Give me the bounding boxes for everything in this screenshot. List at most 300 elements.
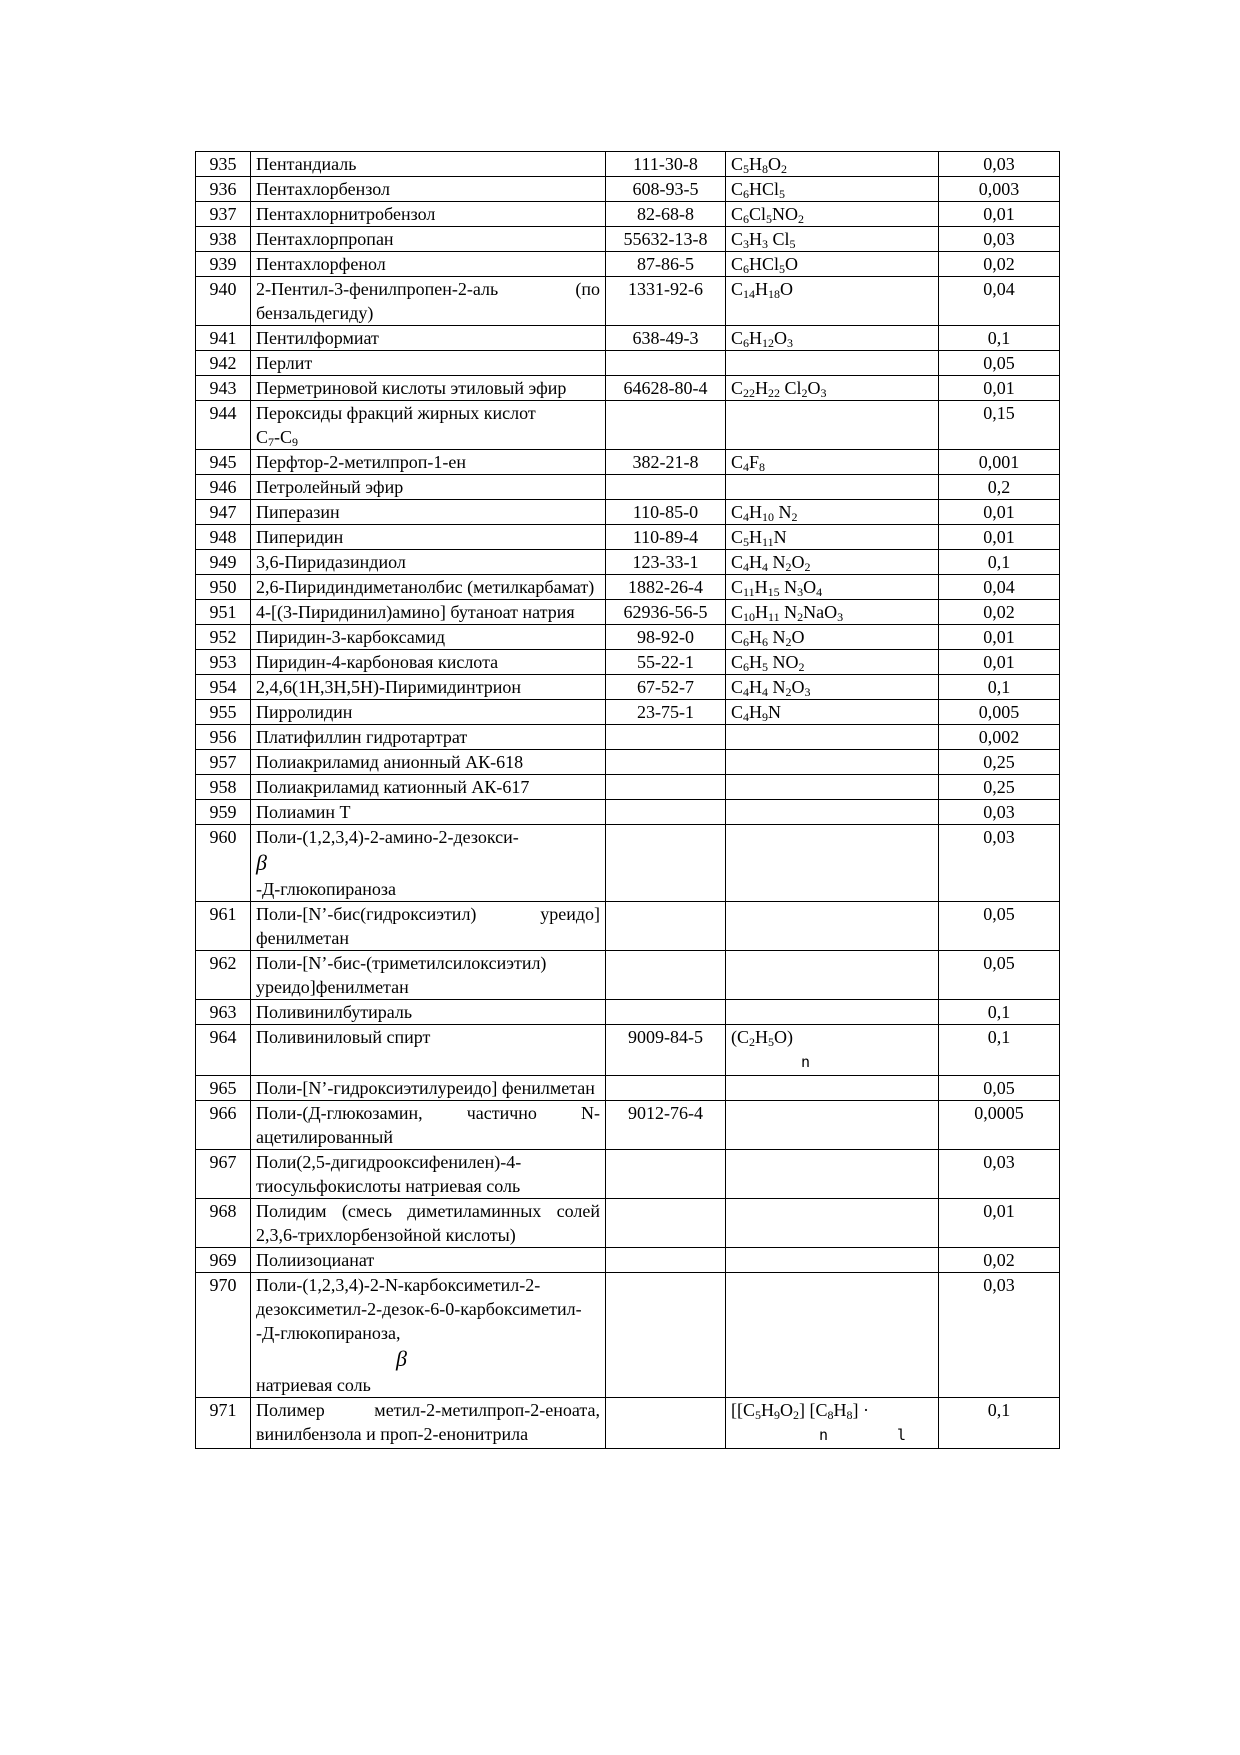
- beta-symbol: β: [396, 1346, 407, 1371]
- formula-element: HCl: [749, 179, 780, 199]
- substance-name-text: Пиперазин: [256, 502, 340, 522]
- concentration-value: 0,03: [939, 152, 1060, 177]
- chemical-formula: [726, 625, 939, 650]
- concentration-value: 0,03: [939, 227, 1060, 252]
- chemical-formula: [726, 550, 939, 575]
- substance-name-text: Платифиллин гидротартрат: [256, 727, 468, 747]
- row-number: 942: [196, 351, 251, 376]
- formula-element: H: [761, 1400, 774, 1420]
- table-row: [196, 951, 1060, 1000]
- formula-subscript: 6: [762, 635, 769, 649]
- table-row: [196, 700, 1060, 725]
- table-row: [196, 725, 1060, 750]
- chemical-formula: [726, 177, 939, 202]
- table-row: [196, 775, 1060, 800]
- substance-name: [251, 500, 606, 525]
- row-number: 968: [196, 1199, 251, 1248]
- cas-number: 87-86-5: [606, 252, 726, 277]
- table-row: [196, 326, 1060, 351]
- formula-subscript: 7: [268, 435, 275, 449]
- concentration-value: 0,1: [939, 326, 1060, 351]
- table-row: [196, 351, 1060, 376]
- formula-element: C: [731, 179, 744, 199]
- substance-name: [251, 1025, 606, 1076]
- formula-element: N: [773, 527, 787, 547]
- formula-element: Cl: [749, 204, 767, 224]
- formula-element: Cl: [768, 229, 790, 249]
- cas-number: [606, 401, 726, 450]
- cas-number: [606, 750, 726, 775]
- row-number: 948: [196, 525, 251, 550]
- formula-element: H: [755, 279, 769, 299]
- formula-subscript: 5: [779, 262, 786, 276]
- formula-element: NO: [768, 652, 799, 672]
- formula-element: C: [731, 279, 744, 299]
- formula-subscript: 4: [816, 585, 823, 599]
- concentration-value: 0,25: [939, 750, 1060, 775]
- concentration-value: 0,003: [939, 177, 1060, 202]
- table-row: [196, 902, 1060, 951]
- table-row: [196, 625, 1060, 650]
- row-number: 966: [196, 1101, 251, 1150]
- row-number: 949: [196, 550, 251, 575]
- substance-name: [251, 1398, 606, 1449]
- formula-subscript: 9: [762, 710, 769, 724]
- formula-element: N: [774, 502, 792, 522]
- chemical-formula: [726, 252, 939, 277]
- formula-subscript: 2: [804, 560, 811, 574]
- formula-subscript: 2: [749, 1035, 755, 1049]
- cas-number: [606, 1248, 726, 1273]
- chemical-formula: [726, 951, 939, 1000]
- formula-element: H: [749, 677, 763, 697]
- cas-number: 638-49-3: [606, 326, 726, 351]
- cas-number: 64628-80-4: [606, 376, 726, 401]
- concentration-value: 0,02: [939, 252, 1060, 277]
- formula-element: C: [731, 452, 744, 472]
- substance-name-text: 2-Пентил-3-фенилпропен-2-аль (по бензальдегиду): [256, 279, 600, 323]
- formula-subscript: 2: [797, 610, 804, 624]
- row-number: 950: [196, 575, 251, 600]
- cas-number: [606, 1000, 726, 1025]
- chemical-formula: [726, 450, 939, 475]
- chemical-formula: [726, 1248, 939, 1273]
- substance-name: [251, 1101, 606, 1150]
- formula-subscript: 4: [743, 710, 750, 724]
- chemical-formula: [726, 700, 939, 725]
- formula-subscript: 5: [743, 535, 750, 549]
- cas-number: [606, 800, 726, 825]
- formula-element: C: [256, 427, 269, 447]
- concentration-value: 0,05: [939, 351, 1060, 376]
- substance-name: [251, 177, 606, 202]
- concentration-value: 0,1: [939, 1000, 1060, 1025]
- formula-subscript: 8: [759, 460, 766, 474]
- chemical-formula: [726, 525, 939, 550]
- formula-subscript: 4: [762, 685, 769, 699]
- substance-name: [251, 1150, 606, 1199]
- formula-subscript: 6: [743, 187, 750, 201]
- cas-number: 82-68-8: [606, 202, 726, 227]
- concentration-value: 0,04: [939, 277, 1060, 326]
- substance-name-text: Пиридин-3-карбоксамид: [256, 627, 445, 647]
- row-number: 959: [196, 800, 251, 825]
- substance-name: [251, 825, 606, 902]
- formula-element: C: [731, 328, 744, 348]
- cas-number: 9009-84-5: [606, 1025, 726, 1076]
- table-row: [196, 1101, 1060, 1150]
- concentration-value: 0,03: [939, 800, 1060, 825]
- row-number: 971: [196, 1398, 251, 1449]
- substance-name: [251, 550, 606, 575]
- formula-subscript: 2: [781, 162, 788, 176]
- concentration-value: 0,1: [939, 1398, 1060, 1449]
- row-number: 943: [196, 376, 251, 401]
- formula-subscript: 3: [820, 386, 827, 400]
- formula-element: O: [791, 552, 805, 572]
- table-row: [196, 1150, 1060, 1199]
- formula-subscript: 11: [762, 535, 774, 549]
- substance-name-text: Пентахлорпропан: [256, 229, 394, 249]
- table-row: [196, 675, 1060, 700]
- concentration-value: 0,2: [939, 475, 1060, 500]
- formula-element: O: [768, 154, 782, 174]
- formula-element: C: [731, 652, 744, 672]
- formula-element: ] ·: [852, 1400, 869, 1420]
- table-row: [196, 1273, 1060, 1398]
- chemical-formula: [726, 1076, 939, 1101]
- formula-element: H: [749, 154, 763, 174]
- formula-element: O: [807, 378, 821, 398]
- row-number: 954: [196, 675, 251, 700]
- concentration-value: 0,01: [939, 500, 1060, 525]
- formula-subscript: 14: [743, 287, 756, 301]
- chemical-formula: [726, 277, 939, 326]
- cas-number: [606, 475, 726, 500]
- substance-name-text: 2,6-Пиридиндиметанолбис (метилкарбамат): [256, 577, 595, 597]
- formula-subscript: 6: [743, 262, 750, 276]
- substance-name-text: Пиридин-4-карбоновая кислота: [256, 652, 499, 672]
- table-row: [196, 600, 1060, 625]
- formula-subscript: 2: [785, 560, 792, 574]
- cas-number: [606, 1150, 726, 1199]
- cas-number: 1882-26-4: [606, 575, 726, 600]
- cas-number: 23-75-1: [606, 700, 726, 725]
- formula-element: C: [731, 204, 744, 224]
- formula-element: C: [731, 154, 744, 174]
- substance-name-text: Пентахлорнитробензол: [256, 204, 436, 224]
- substance-name-tail: натриевая соль: [256, 1375, 371, 1395]
- chemical-formula: [726, 1150, 939, 1199]
- beta-symbol: β: [256, 850, 267, 875]
- formula-subscript: 6: [743, 212, 750, 226]
- table-row: [196, 1025, 1060, 1076]
- formula-subscript: 4: [743, 510, 750, 524]
- substance-name-text: Пероксиды фракций жирных кислот: [256, 403, 536, 423]
- formula-element: C: [731, 602, 744, 622]
- table-row: [196, 800, 1060, 825]
- formula-subscript: 6: [743, 336, 750, 350]
- cas-number: 110-85-0: [606, 500, 726, 525]
- concentration-value: 0,005: [939, 700, 1060, 725]
- formula-element: O: [803, 577, 817, 597]
- formula-element: H: [833, 1400, 847, 1420]
- cas-number: [606, 351, 726, 376]
- cas-number: [606, 1398, 726, 1449]
- concentration-value: 0,002: [939, 725, 1060, 750]
- substance-name: [251, 277, 606, 326]
- chemical-formula: [726, 227, 939, 252]
- substance-name: [251, 800, 606, 825]
- concentration-value: 0,01: [939, 525, 1060, 550]
- formula-element: H: [749, 229, 763, 249]
- table-row: [196, 1000, 1060, 1025]
- formula-subscript: 8: [827, 1408, 834, 1422]
- formula-subscript: 12: [762, 336, 775, 350]
- row-number: 970: [196, 1273, 251, 1398]
- formula-element: H: [749, 552, 763, 572]
- formula-subscript: 6: [743, 660, 750, 674]
- row-number: 952: [196, 625, 251, 650]
- row-number: 939: [196, 252, 251, 277]
- concentration-value: 0,02: [939, 600, 1060, 625]
- substance-name-tail: -Д-глюкопираноза: [256, 879, 396, 899]
- row-number: 941: [196, 326, 251, 351]
- substance-name-text: Поливинилбутираль: [256, 1002, 413, 1022]
- formula-subscript: 2: [785, 635, 792, 649]
- chemical-formula: [726, 1000, 939, 1025]
- substance-name: [251, 600, 606, 625]
- formula-element: C: [731, 527, 744, 547]
- chemical-formula: [726, 1199, 939, 1248]
- chemical-formula: [726, 326, 939, 351]
- substance-name: [251, 326, 606, 351]
- cas-number: 111-30-8: [606, 152, 726, 177]
- formula-subscript: 2: [791, 510, 798, 524]
- table-body: [196, 152, 1060, 1449]
- formula-element: C: [731, 254, 744, 274]
- substance-name-text: Полимер метил-2-метилпроп-2-еноата, винилбензола и проп-2-енонитрила: [256, 1400, 600, 1444]
- cas-number: 98-92-0: [606, 625, 726, 650]
- substance-name: [251, 725, 606, 750]
- formula-element: H: [755, 1027, 768, 1047]
- substance-name: [251, 1199, 606, 1248]
- substance-name-text: Поли-[N’-гидроксиэтилуреидо] фенилметан: [256, 1078, 595, 1098]
- formula-subscript: 2: [793, 1408, 799, 1422]
- table-row: [196, 575, 1060, 600]
- cas-number: 382-21-8: [606, 450, 726, 475]
- formula-element: C: [731, 577, 744, 597]
- row-number: 945: [196, 450, 251, 475]
- cas-number: 55632-13-8: [606, 227, 726, 252]
- chemical-formula: [726, 775, 939, 800]
- cas-number: [606, 1273, 726, 1398]
- substance-name: [251, 202, 606, 227]
- formula-subscript: 2: [798, 212, 805, 226]
- formula-element: N: [768, 702, 782, 722]
- concentration-value: 0,03: [939, 825, 1060, 902]
- cas-number: [606, 825, 726, 902]
- substance-name: [251, 700, 606, 725]
- concentration-value: 0,1: [939, 550, 1060, 575]
- formula-element: C: [731, 378, 744, 398]
- substance-name-text: Перлит: [256, 353, 313, 373]
- row-number: 940: [196, 277, 251, 326]
- formula-subscript: 4: [743, 685, 750, 699]
- row-number: 967: [196, 1150, 251, 1199]
- table-row: [196, 525, 1060, 550]
- row-number: 965: [196, 1076, 251, 1101]
- row-number: 937: [196, 202, 251, 227]
- substance-name-text: Перметриновой кислоты этиловый эфир: [256, 378, 567, 398]
- substance-name: [251, 1273, 606, 1398]
- row-number: 938: [196, 227, 251, 252]
- formula-element: C: [731, 627, 744, 647]
- table-row: [196, 475, 1060, 500]
- cas-number: [606, 951, 726, 1000]
- formula-element: O: [791, 627, 805, 647]
- substance-name-text: Полиакриламид катионный АК-617: [256, 777, 530, 797]
- substance-name-text: 3,6-Пиридазиндиол: [256, 552, 406, 572]
- formula-element: C: [731, 702, 744, 722]
- substance-name: [251, 575, 606, 600]
- formula-subscript: 5: [779, 187, 786, 201]
- formula-element: F: [749, 452, 760, 472]
- formula-subscript: 9: [292, 435, 299, 449]
- chemical-formula: [726, 500, 939, 525]
- substance-name-text: Петролейный эфир: [256, 477, 404, 497]
- concentration-value: 0,03: [939, 1150, 1060, 1199]
- chemical-formula: [726, 152, 939, 177]
- row-number: 946: [196, 475, 251, 500]
- formula-element: H: [749, 702, 763, 722]
- formula-element: HCl: [749, 254, 780, 274]
- table-row: [196, 500, 1060, 525]
- row-number: 956: [196, 725, 251, 750]
- substance-name-text: 2,4,6(1Н,3Н,5Н)-Пиримидинтрион: [256, 677, 522, 697]
- substances-table: [195, 151, 1060, 1449]
- substance-name: [251, 376, 606, 401]
- formula-element: N: [768, 627, 786, 647]
- table-row: [196, 177, 1060, 202]
- row-number: 962: [196, 951, 251, 1000]
- chemical-formula: [726, 800, 939, 825]
- substance-name-text: Поли-(1,2,3,4)-2-амино-2-дезокси-: [256, 827, 519, 847]
- cas-number: [606, 1076, 726, 1101]
- cas-number: 608-93-5: [606, 177, 726, 202]
- formula-element: N: [779, 602, 798, 622]
- formula-subscript: 10: [743, 610, 756, 624]
- formula-subscript: 8: [762, 162, 769, 176]
- chemical-formula: [726, 675, 939, 700]
- chemical-formula: [726, 575, 939, 600]
- cas-number: 9012-76-4: [606, 1101, 726, 1150]
- formula-element: H: [749, 527, 763, 547]
- chemical-formula: [726, 351, 939, 376]
- document-page: [195, 151, 1059, 1449]
- row-number: 957: [196, 750, 251, 775]
- formula-element: O: [774, 328, 788, 348]
- formula-element: C: [731, 502, 744, 522]
- substance-name: [251, 152, 606, 177]
- concentration-value: 0,01: [939, 625, 1060, 650]
- row-number: 969: [196, 1248, 251, 1273]
- substance-name: [251, 775, 606, 800]
- formula-subscript: 6: [743, 635, 750, 649]
- formula-element: C: [731, 677, 744, 697]
- substance-name: [251, 525, 606, 550]
- table-row: [196, 1076, 1060, 1101]
- concentration-value: 0,01: [939, 650, 1060, 675]
- formula-element: ] [C: [799, 1400, 828, 1420]
- cas-number: [606, 1199, 726, 1248]
- substance-name-text: Поли(2,5-дигидрооксифенилен)-4-тиосульфокислоты натриевая соль: [256, 1152, 522, 1196]
- substance-name: [251, 227, 606, 252]
- formula-element: H: [755, 378, 769, 398]
- formula-subscript: 3: [797, 585, 804, 599]
- substance-name-text: Поливиниловый спирт: [256, 1027, 431, 1047]
- row-number: 935: [196, 152, 251, 177]
- formula-index: n: [801, 1053, 811, 1071]
- concentration-value: 0,15: [939, 401, 1060, 450]
- row-number: 961: [196, 902, 251, 951]
- formula-element: H: [749, 328, 763, 348]
- formula-element: O: [780, 1400, 793, 1420]
- formula-subscript: 4: [743, 460, 750, 474]
- substance-name: [251, 902, 606, 951]
- substance-name: [251, 252, 606, 277]
- row-number: 951: [196, 600, 251, 625]
- cas-number: 110-89-4: [606, 525, 726, 550]
- row-number: 955: [196, 700, 251, 725]
- row-number: 963: [196, 1000, 251, 1025]
- substance-name-text: Поли-[N’-бис-(триметилсилоксиэтил) уреидо]фенилметан: [256, 953, 547, 997]
- formula-subscript: 22: [743, 386, 756, 400]
- chemical-formula: [726, 725, 939, 750]
- substance-name-text: Поли-(Д-глюкозамин, частично N-ацетилированный: [256, 1103, 600, 1147]
- chemical-formula: [726, 1398, 939, 1449]
- concentration-value: 0,01: [939, 376, 1060, 401]
- formula-subscript: 5: [789, 237, 796, 251]
- row-number: 936: [196, 177, 251, 202]
- formula-element: H: [749, 502, 763, 522]
- formula-subscript: 5: [762, 660, 769, 674]
- concentration-value: 0,03: [939, 1273, 1060, 1398]
- formula-subscript: 4: [762, 560, 769, 574]
- formula-element: N: [768, 677, 786, 697]
- substance-name: [251, 351, 606, 376]
- formula-subscript: 5: [766, 212, 773, 226]
- table-row: [196, 376, 1060, 401]
- row-number: 958: [196, 775, 251, 800]
- formula-element: Cl: [780, 378, 802, 398]
- substance-name: [251, 1000, 606, 1025]
- substance-name-text: Пентилформиат: [256, 328, 379, 348]
- table-row: [196, 202, 1060, 227]
- formula-subscript: 2: [785, 685, 792, 699]
- formula-element: N: [779, 577, 798, 597]
- chemical-formula: [726, 1273, 939, 1398]
- substance-name-text: Пентахлорфенол: [256, 254, 386, 274]
- chemical-formula: [726, 825, 939, 902]
- cas-number: 1331-92-6: [606, 277, 726, 326]
- substance-name-text: Полидим (смесь диметиламинных солей 2,3,6-трихлорбензойной кислоты): [256, 1201, 600, 1245]
- chemical-formula: [726, 376, 939, 401]
- concentration-value: 0,01: [939, 202, 1060, 227]
- substance-name-text: Поли-(1,2,3,4)-2-N-карбоксиметил-2-дезоксиметил-2-дезок-6-0-карбоксиметил- -Д-глюкопираноза,: [256, 1275, 582, 1343]
- substance-name: [251, 625, 606, 650]
- formula-element: H: [755, 602, 769, 622]
